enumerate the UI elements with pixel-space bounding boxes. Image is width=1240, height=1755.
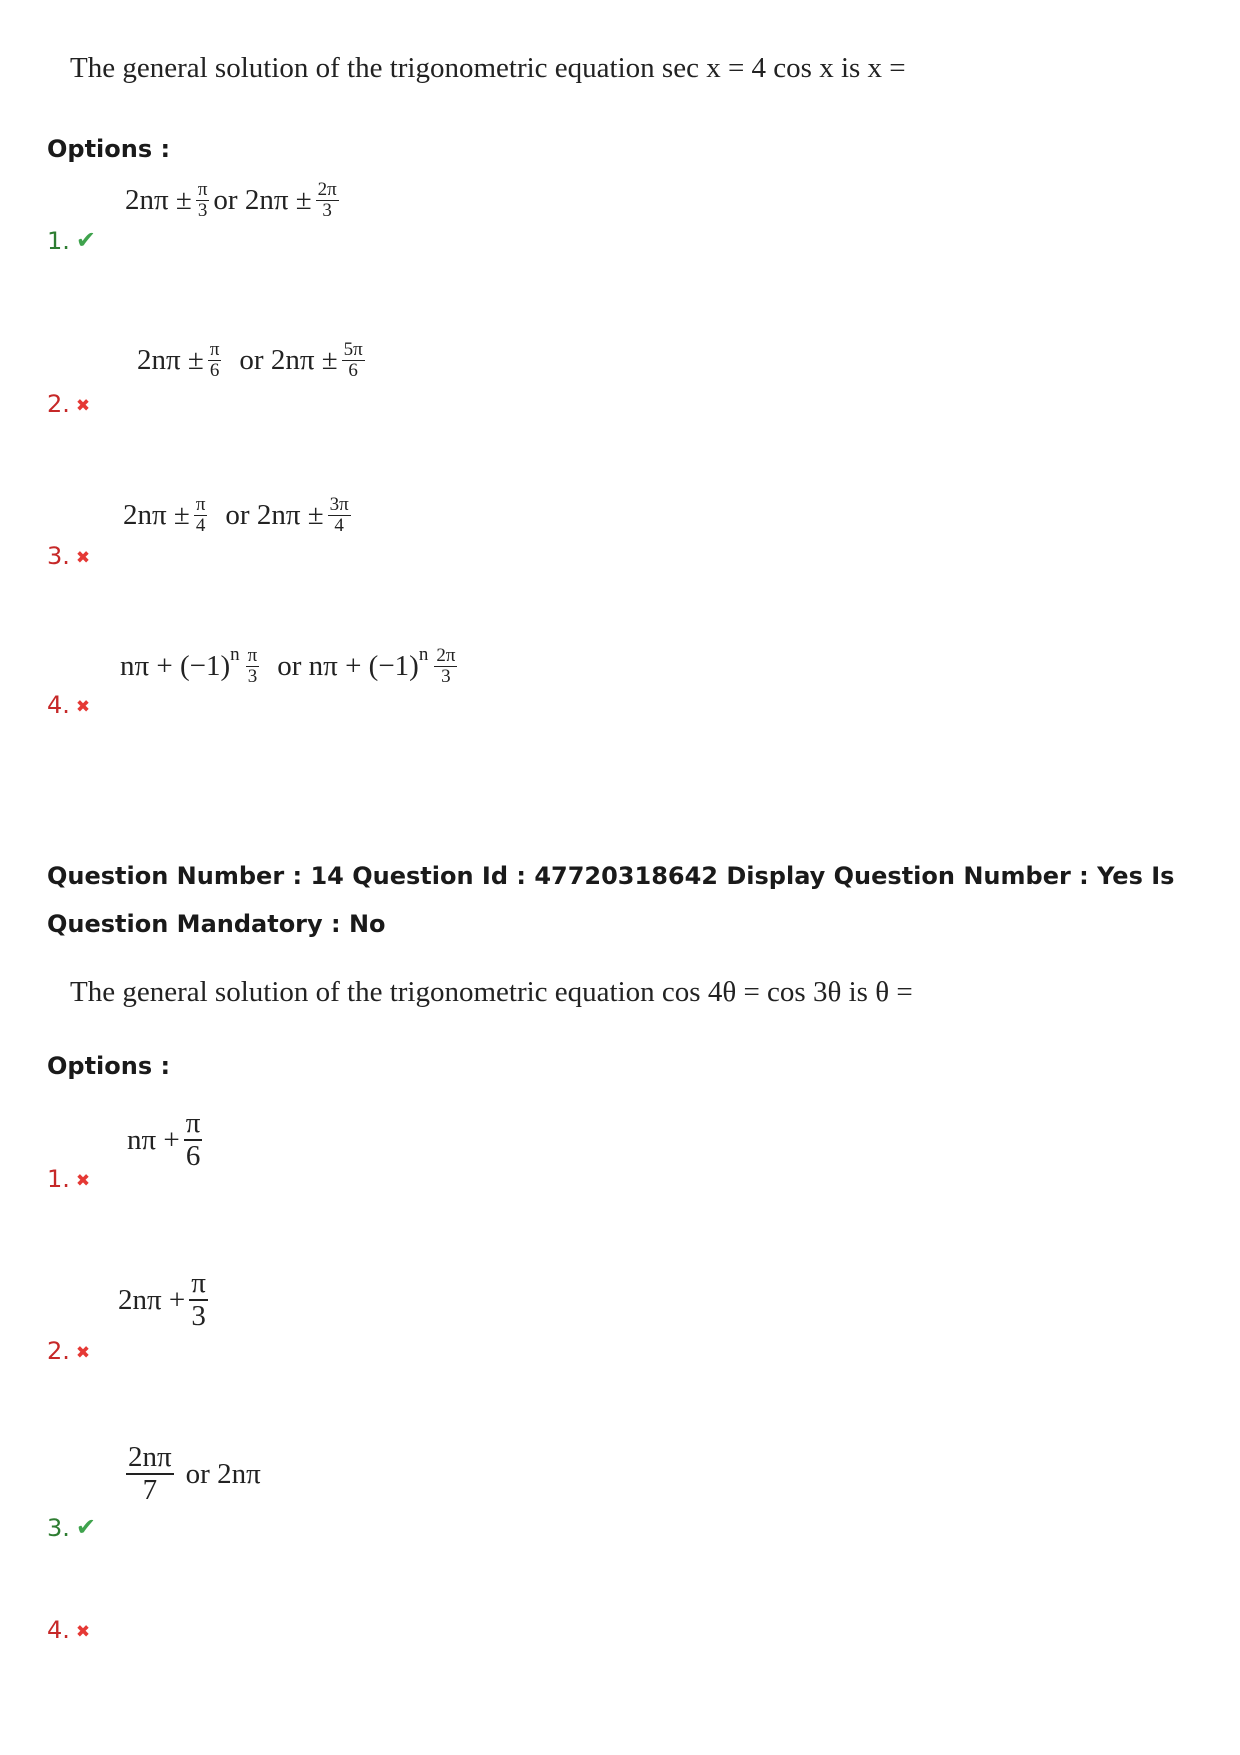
question-meta: Question Number : 14 Question Id : 47720318642 Display Question Number : Yes Is Question Mandatory : No <box>47 862 1175 938</box>
check-icon: ✔ <box>75 226 97 254</box>
option-number: 1. ✔ <box>47 226 97 255</box>
fraction: $\frac{\pi}{6}$ <box>209 339 220 381</box>
fraction: $\frac{\pi}{4}$ <box>195 494 206 536</box>
question-text: The general solution of the trigonometric equation cos 4θ = cos 3θ is θ = <box>70 976 913 1008</box>
cross-icon: ✖ <box>75 396 91 416</box>
fraction: $\frac{3\pi}{4}$ <box>329 494 349 536</box>
option-number: 4. ✖ <box>47 691 91 719</box>
option-formula: 2nπ ± $\frac{\pi}{6}$ or 2nπ ± $\frac{5\pi}{6}$ <box>137 339 363 381</box>
cross-icon: ✖ <box>75 1622 91 1642</box>
cross-icon: ✖ <box>75 1343 91 1363</box>
option-formula: 2nπ + $\frac{\pi}{3}$ <box>118 1267 206 1332</box>
fraction: $\frac{2\pi}{3}$ <box>317 179 337 221</box>
option-formula: nπ + (−1) n $\frac{\pi}{3}$ or nπ + (−1) n $\frac{2\pi}{3}$ <box>120 643 456 687</box>
option-formula: $\frac{2n\pi}{7}$ or 2nπ <box>128 1441 261 1506</box>
question-text: The general solution of the trigonometric equation sec x = 4 cos x is x = <box>70 52 906 84</box>
option-number: 2. ✖ <box>47 390 91 418</box>
check-icon: ✔ <box>75 1513 97 1541</box>
cross-icon: ✖ <box>75 548 91 568</box>
option-number: 4. ✖ <box>47 1616 91 1644</box>
option-formula: 2nπ ± $\frac{\pi}{3}$ or 2nπ ± $\frac{2\pi}{3}$ <box>125 179 337 221</box>
option-formula: 2nπ ± $\frac{\pi}{4}$ or 2nπ ± $\frac{3\pi}{4}$ <box>123 494 349 536</box>
fraction: $\frac{2n\pi}{7}$ <box>128 1441 172 1506</box>
cross-icon: ✖ <box>75 697 91 717</box>
fraction: $\frac{2\pi}{3}$ <box>436 645 456 687</box>
cross-icon: ✖ <box>75 1171 91 1191</box>
option-number: 1. ✖ <box>47 1165 91 1193</box>
fraction: $\frac{\pi}{6}$ <box>185 1107 201 1172</box>
option-number: 3. ✖ <box>47 542 91 570</box>
fraction: $\frac{\pi}{3}$ <box>197 179 208 221</box>
options-label: Options : <box>47 1052 171 1080</box>
fraction: $\frac{\pi}{3}$ <box>191 1267 206 1332</box>
option-number: 2. ✖ <box>47 1337 91 1365</box>
fraction: $\frac{5\pi}{6}$ <box>343 339 363 381</box>
fraction: $\frac{\pi}{3}$ <box>247 645 258 687</box>
option-number: 3. ✔ <box>47 1513 97 1542</box>
options-label: Options : <box>47 135 171 163</box>
option-formula: nπ + $\frac{\pi}{6}$ <box>127 1107 201 1172</box>
